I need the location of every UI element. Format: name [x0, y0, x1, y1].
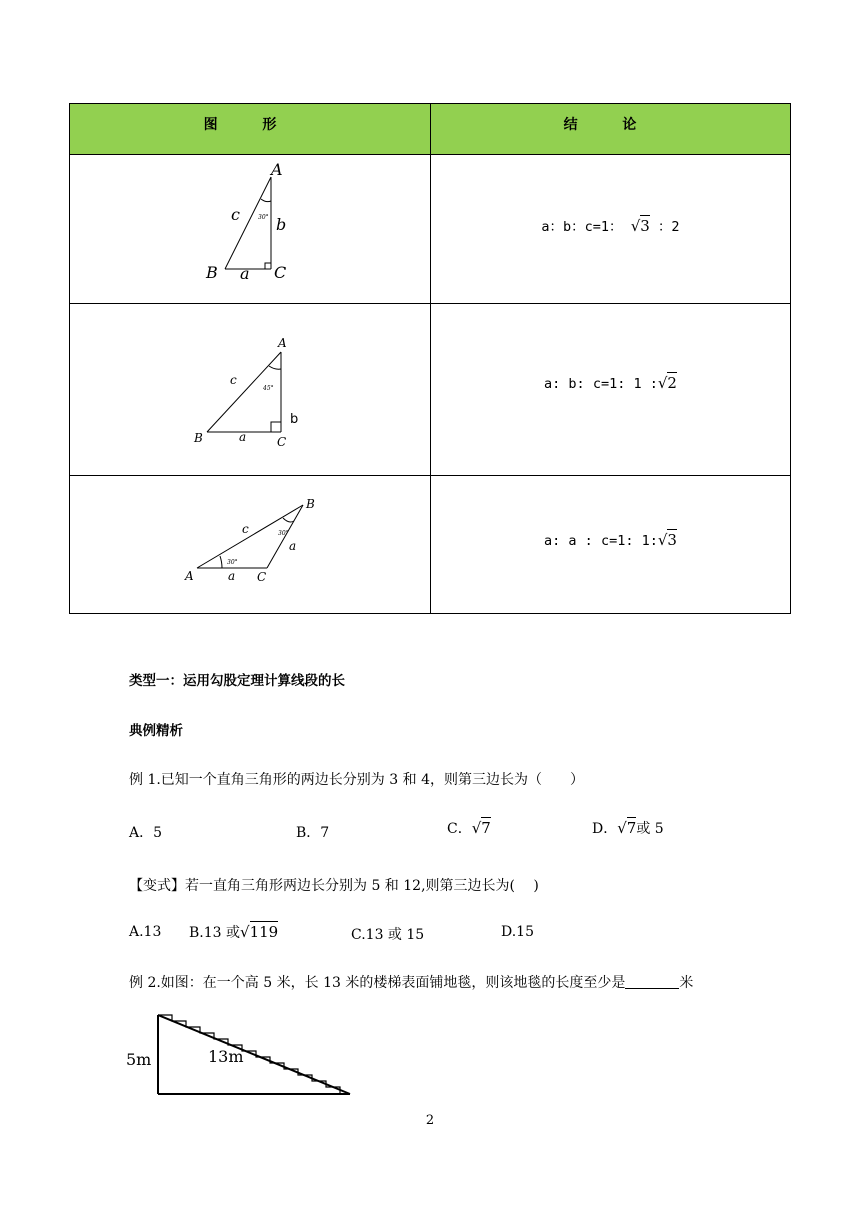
radicand: 2 [667, 374, 677, 392]
vertex-label-c: C [257, 570, 267, 584]
sqrt-symbol: √ [471, 819, 482, 837]
conclusion-table [69, 103, 791, 614]
side-label-a: a [239, 430, 247, 444]
side-label-a-right: a [289, 539, 297, 553]
staircase-figure [120, 1010, 360, 1100]
vertex-label-a: A [278, 336, 287, 350]
vertex-label-b: B [306, 497, 315, 511]
svg-text:30°: 30° [258, 214, 269, 221]
header-conclusion: 结 论 [563, 117, 657, 133]
variant-option-b [189, 922, 278, 942]
variant-option-a: A.13 [129, 924, 162, 940]
option-c-prefix: C． [447, 821, 472, 837]
vertex-label-c: C [274, 263, 287, 282]
side-label-a: a [240, 264, 250, 283]
svg-text:30°: 30° [278, 530, 289, 537]
ratio-suffix: ：2 [657, 219, 680, 235]
conclusion-row-3 [431, 531, 790, 549]
vertex-label-c: C [277, 435, 287, 449]
vertex-label-a: A [271, 160, 283, 179]
ratio-text: a: a : c=1: 1: [544, 533, 658, 549]
side-label-a-base: a [228, 569, 236, 583]
option-b-prefix: B.13 或 [189, 925, 241, 941]
page-number: 2 [425, 1113, 435, 1128]
side-label-c: c [230, 373, 237, 387]
radicand: 7 [481, 819, 491, 837]
vertex-label-b: B [206, 263, 218, 282]
svg-text:45°: 45° [263, 385, 274, 392]
ratio-text: a：b：c=1： [541, 219, 623, 235]
example-1-option-b: B．7 [296, 825, 330, 841]
vertex-label-a: A [185, 569, 194, 583]
header-figure: 图 形 [203, 117, 297, 133]
side-label-c: c [242, 522, 249, 536]
unit-label: 米 [679, 975, 694, 991]
sqrt-symbol: √ [630, 217, 641, 235]
conclusion-row-2 [431, 374, 790, 392]
sqrt-symbol: √ [617, 819, 627, 837]
conclusion-row-1 [431, 215, 790, 235]
side-label-b: b [276, 215, 287, 234]
length-label: 13m [208, 1047, 244, 1066]
answer-blank [625, 974, 679, 989]
svg-text:30°: 30° [227, 559, 238, 566]
option-d-suffix: 或 5 [636, 821, 664, 837]
height-label: 5m [126, 1050, 152, 1069]
example-1-option-d [592, 818, 664, 838]
example-heading: 典例精析 [129, 723, 183, 739]
example-1-question: 例 1.已知一个直角三角形的两边长分别为 3 和 4，则第三边长为（ ） [129, 772, 584, 788]
example-2-text: 例 2.如图：在一个高 5 米，长 13 米的楼梯表面铺地毯，则该地毯的长度至少是 [129, 975, 626, 991]
triangle-30-60-90-figure [70, 154, 430, 304]
sqrt-symbol: √ [657, 374, 668, 392]
radicand: 3 [667, 531, 677, 549]
triangle-45-45-90-figure [70, 304, 430, 476]
side-label-c: c [231, 205, 240, 224]
sqrt-symbol: √ [657, 531, 668, 549]
variant-option-d: D.15 [501, 924, 534, 940]
example-2-question [129, 972, 693, 992]
example-1-option-a: A．5 [129, 825, 163, 841]
side-label-b: b [290, 412, 299, 427]
variant-question: 【变式】若一直角三角形两边长分别为 5 和 12,则第三边长为( ) [129, 878, 539, 894]
ratio-text: a: b: c=1: 1 : [544, 376, 658, 392]
example-1-option-c [447, 818, 491, 838]
option-d-prefix: D． [592, 821, 618, 837]
variant-option-c: C.13 或 15 [351, 927, 425, 943]
radicand: 3 [640, 217, 650, 235]
radicand: 7 [626, 819, 637, 837]
radicand: 119 [249, 923, 279, 941]
sqrt-symbol: √ [240, 923, 250, 941]
vertex-label-b: B [194, 431, 203, 445]
type-title: 类型一：运用勾股定理计算线段的长 [129, 673, 345, 689]
triangle-30-30-120-figure [70, 476, 430, 614]
